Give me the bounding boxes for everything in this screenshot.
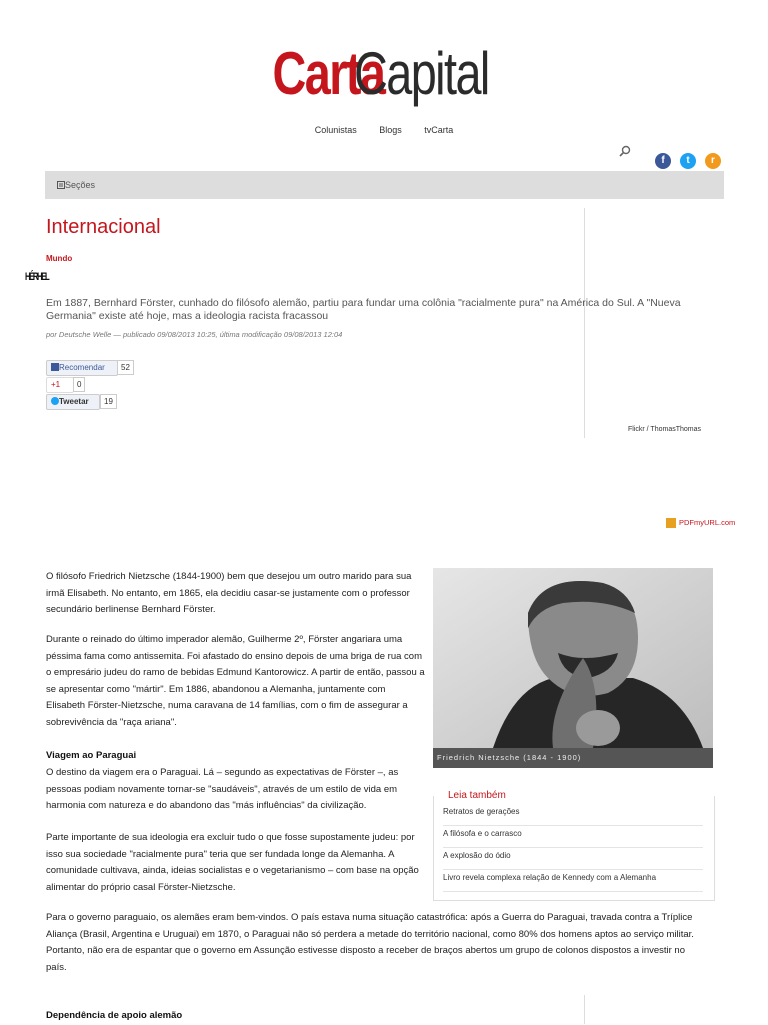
- article-kicker[interactable]: Mundo: [46, 254, 73, 263]
- top-nav: [0, 125, 768, 135]
- column-divider: [584, 208, 585, 438]
- related-item[interactable]: A filósofa e o carrasco: [443, 826, 703, 848]
- paragraph: Parte importante de sua ideologia era excluir tudo o que fosse supostamente judeu: por isso sua sociedade "racialmente pura" teria que ser fundada longe da Alemanha. A comunidade cultivava, ainda, ideias socialistas e o vegetarianismo – com base na opção alimentar do próprio casal Förster-Nietzsche.: [46, 832, 419, 893]
- nav-colunistas[interactable]: Colunistas: [314, 125, 357, 135]
- logo-carta: Carta: [272, 40, 385, 107]
- tweet-label: Tweetar: [59, 397, 89, 406]
- gplus-count: 0: [73, 377, 85, 392]
- column-divider-bottom: [584, 995, 585, 1024]
- recommend-button[interactable]: [46, 360, 118, 376]
- logo-capital: Capital: [354, 40, 490, 107]
- paragraph: Para o governo paraguaio, os alemães eram bem-vindos. O país estava numa situação catastrófica: após a Guerra do Paraguai, travada contra a Tríplice Aliança (Brasil, Argentina e Uruguai) em 1870, o Paraguai não só perdera a metade do território nacional, como 80% dos homens aptos ao serviço militar. Portanto, não era de espantar que o governo em Assunção estivesse disposto a receber de braços abertos um grupo de colonos dispostos a investir no país.: [46, 912, 694, 973]
- sections-text: Seções: [65, 180, 96, 190]
- related-item[interactable]: A explosão do ódio: [443, 848, 703, 870]
- article-byline: por Deutsche Welle — publicado 09/08/2013 10:25, última modificação 09/08/2013 12:04: [46, 330, 343, 339]
- section-title[interactable]: Internacional: [46, 216, 161, 238]
- article-photo[interactable]: [433, 568, 713, 748]
- pdf-icon: [666, 518, 676, 528]
- tweet-count: 19: [100, 394, 117, 409]
- nav-blogs[interactable]: Blogs: [379, 125, 402, 135]
- search-icon[interactable]: [618, 144, 632, 158]
- paragraph: O destino da viagem era o Paraguai. Lá – segundo as expectativas de Förster –, as pessoas podiam novamente tornar-se "saudáveis", através de um estilo de vida em harmonia com natureza e do abandono das "más influências" da civilização.: [46, 767, 399, 811]
- related-title: Leia também: [445, 790, 509, 801]
- site-logo[interactable]: [0, 38, 768, 110]
- rss-icon[interactable]: r: [705, 153, 721, 169]
- gplus-button[interactable]: [46, 377, 74, 393]
- recommend-count: 52: [117, 360, 134, 375]
- pdf-link[interactable]: [666, 518, 735, 528]
- facebook-small-icon: [51, 363, 59, 371]
- article-lead: Em 1887, Bernhard Förster, cunhado do filósofo alemão, partiu para fundar uma colônia "racialmente pura" na América do Sul. A "Nueva Germania" existe até hoje, mas a ideologia racista fracassou: [46, 297, 681, 322]
- sections-label[interactable]: [57, 180, 95, 190]
- photo-credit: Flickr / ThomasThomas: [628, 426, 701, 433]
- photo-caption-text: Friedrich Nietzsche (1844 - 1900): [437, 753, 582, 762]
- tweet-button[interactable]: [46, 394, 100, 410]
- subheading: Dependência de apoio alemão: [46, 1010, 183, 1021]
- pdf-link-label: PDFmyURL.com: [679, 518, 736, 527]
- twitter-small-icon: [51, 397, 59, 405]
- related-box: [433, 796, 715, 901]
- related-item[interactable]: Retratos de gerações: [443, 804, 703, 826]
- subheading: Viagem ao Paraguai: [46, 750, 137, 761]
- paragraph: O filósofo Friedrich Nietzsche (1844-1900) bem que desejou um outro marido para sua irmã Elisabeth. No entanto, em 1865, ela decidiu casar-se justamente com o professor secundário berlinense Bernhard Förster.: [46, 571, 412, 615]
- nav-tvcarta[interactable]: tvCarta: [424, 125, 454, 135]
- menu-icon: [57, 181, 65, 189]
- paragraph: Durante o reinado do último imperador alemão, Guilherme 2º, Förster angariara uma péssima fama como antissemita. Foi afastado do ensino depois de uma briga de rua com o empresário judeu do ramo de bebidas Edmund Kantorowicz. A partir de então, passou a se apresentar como "mártir". Em 1886, abandonou a Alemanha, juntamente com Elisabeth Förster-Nietzsche, numa caravana de 14 famílias, com o fim de assegurar a sobrevivência da "raça ariana".: [46, 634, 425, 728]
- nietzsche-portrait: [433, 568, 713, 748]
- photo-caption: [433, 748, 713, 768]
- facebook-icon[interactable]: f: [655, 153, 671, 169]
- sections-bar[interactable]: [45, 171, 724, 199]
- related-item[interactable]: Livro revela complexa relação de Kennedy com a Alemanha: [443, 870, 703, 892]
- recommend-label: Recomendar: [59, 363, 105, 372]
- twitter-icon[interactable]: t: [680, 153, 696, 169]
- article-title: HÉRHEL: [25, 271, 49, 283]
- gplus-label: +1: [51, 380, 61, 389]
